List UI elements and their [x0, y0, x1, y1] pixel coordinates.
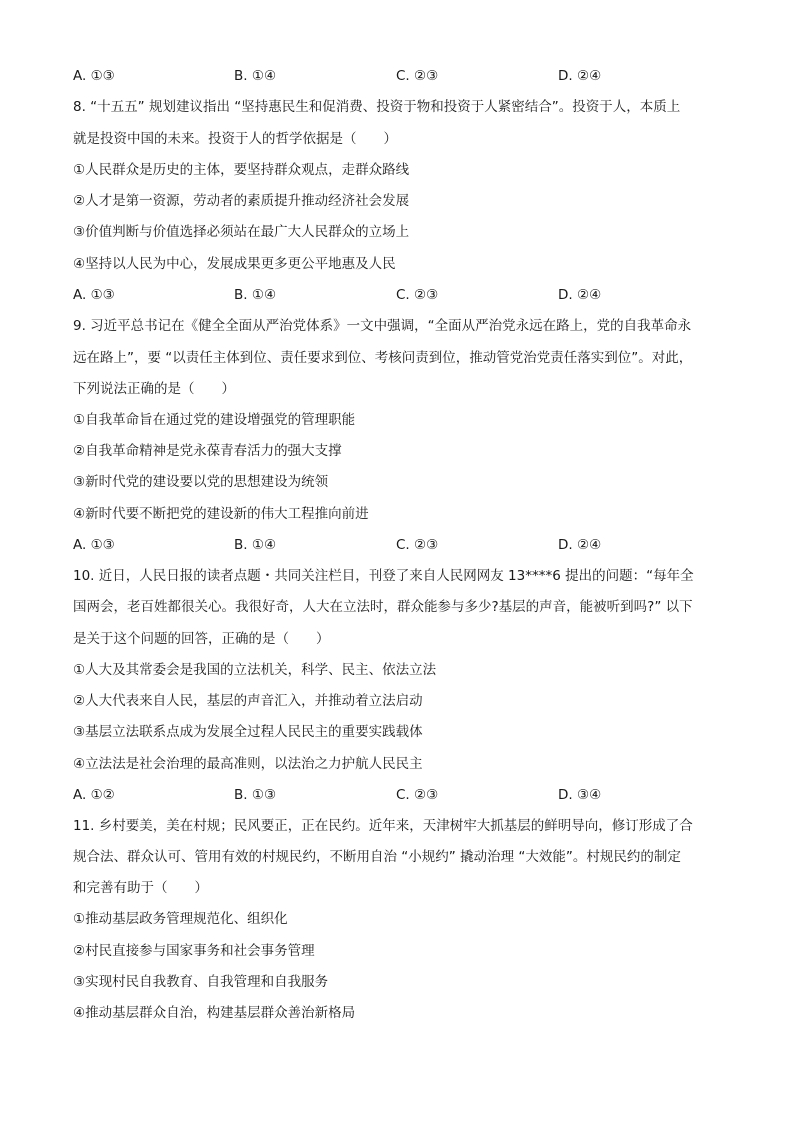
q11-item: ④推动基层群众自治，构建基层群众善治新格局: [73, 1005, 356, 1021]
q9-stem-line: 9. 习近平总书记在《健全全面从严治党体系》一文中强调，“全面从严治党永远在路上，党的自我革命永: [73, 318, 692, 334]
option-d[interactable]: D. ③④: [558, 787, 602, 803]
option-a[interactable]: A. ①③: [73, 537, 115, 553]
option-a[interactable]: A. ①③: [73, 287, 115, 303]
q9-item: ③新时代党的建设要以党的思想建设为统领: [73, 474, 329, 490]
q10-stem-line: 10. 近日，人民日报的读者点题・共同关注栏目，刊登了来自人民网网友 13****6 提出的问题：“每年全: [73, 568, 694, 584]
q9-options: [73, 535, 733, 555]
q10-item: ①人大及其常委会是我国的立法机关，科学、民主、依法立法: [73, 662, 437, 678]
option-d[interactable]: D. ②④: [558, 68, 602, 84]
q9-stem-line: 远在路上”，要 “以责任主体到位、责任要求到位、考核问责到位，推动管党治党责任落实到位”。对此，: [73, 350, 693, 366]
q10-item: ③基层立法联系点成为发展全过程人民民主的重要实践载体: [73, 724, 423, 740]
q11-stem-line: 11. 乡村要美，美在村规；民风要正，正在民约。近年来，天津树牢大抓基层的鲜明导向，修订形成了合: [73, 818, 693, 834]
q11-stem-line: 规合法、群众认可、管用有效的村规民约，不断用自治 “小规约” 撬动治理 “大效能”。村规民约的制定: [73, 849, 681, 865]
q11-stem-line: 和完善有助于（ ）: [73, 880, 208, 896]
option-c[interactable]: C. ②③: [396, 68, 439, 84]
q8-stem-line: 8. “十五五” 规划建议指出 “坚持惠民生和促消费、投资于物和投资于人紧密结合”。投资于人，本质上: [73, 99, 681, 115]
q8-stem-line: 就是投资中国的未来。投资于人的哲学依据是（ ）: [73, 131, 397, 147]
option-b[interactable]: B. ①④: [234, 287, 277, 303]
q10-stem-line: 是关于这个问题的回答，正确的是（ ）: [73, 631, 330, 647]
q9-stem-line: 下列说法正确的是（ ）: [73, 381, 235, 397]
option-b[interactable]: B. ①④: [234, 68, 277, 84]
q11-item: ③实现村民自我教育、自我管理和自我服务: [73, 974, 329, 990]
prev-question-options: [73, 66, 733, 86]
option-d[interactable]: D. ②④: [558, 537, 602, 553]
q11-item: ②村民直接参与国家事务和社会事务管理: [73, 943, 315, 959]
q8-options: [73, 285, 733, 305]
q8-item: ①人民群众是历史的主体，要坚持群众观点，走群众路线: [73, 162, 410, 178]
option-a[interactable]: A. ①③: [73, 68, 115, 84]
q10-stem-line: 国两会，老百姓都很关心。我很好奇，人大在立法时，群众能参与多少?基层的声音，能被听到吗?” 以下: [73, 599, 693, 615]
option-b[interactable]: B. ①④: [234, 537, 277, 553]
q10-item: ②人大代表来自人民，基层的声音汇入，并推动着立法启动: [73, 693, 423, 709]
q9-item: ②自我革命精神是党永葆青春活力的强大支撑: [73, 443, 342, 459]
option-c[interactable]: C. ②③: [396, 287, 439, 303]
q11-item: ①推动基层政务管理规范化、组织化: [73, 911, 288, 927]
option-c[interactable]: C. ②③: [396, 787, 439, 803]
option-a[interactable]: A. ①②: [73, 787, 115, 803]
q8-item: ④坚持以人民为中心，发展成果更多更公平地惠及人民: [73, 256, 396, 272]
q8-item: ③价值判断与价值选择必须站在最广大人民群众的立场上: [73, 224, 410, 240]
option-b[interactable]: B. ①③: [234, 787, 277, 803]
q10-options: [73, 785, 733, 805]
q8-item: ②人才是第一资源，劳动者的素质提升推动经济社会发展: [73, 193, 410, 209]
q10-item: ④立法法是社会治理的最高准则，以法治之力护航人民民主: [73, 756, 423, 772]
option-c[interactable]: C. ②③: [396, 537, 439, 553]
option-d[interactable]: D. ②④: [558, 287, 602, 303]
q9-item: ④新时代要不断把党的建设新的伟大工程推向前进: [73, 506, 369, 522]
q9-item: ①自我革命旨在通过党的建设增强党的管理职能: [73, 412, 356, 428]
